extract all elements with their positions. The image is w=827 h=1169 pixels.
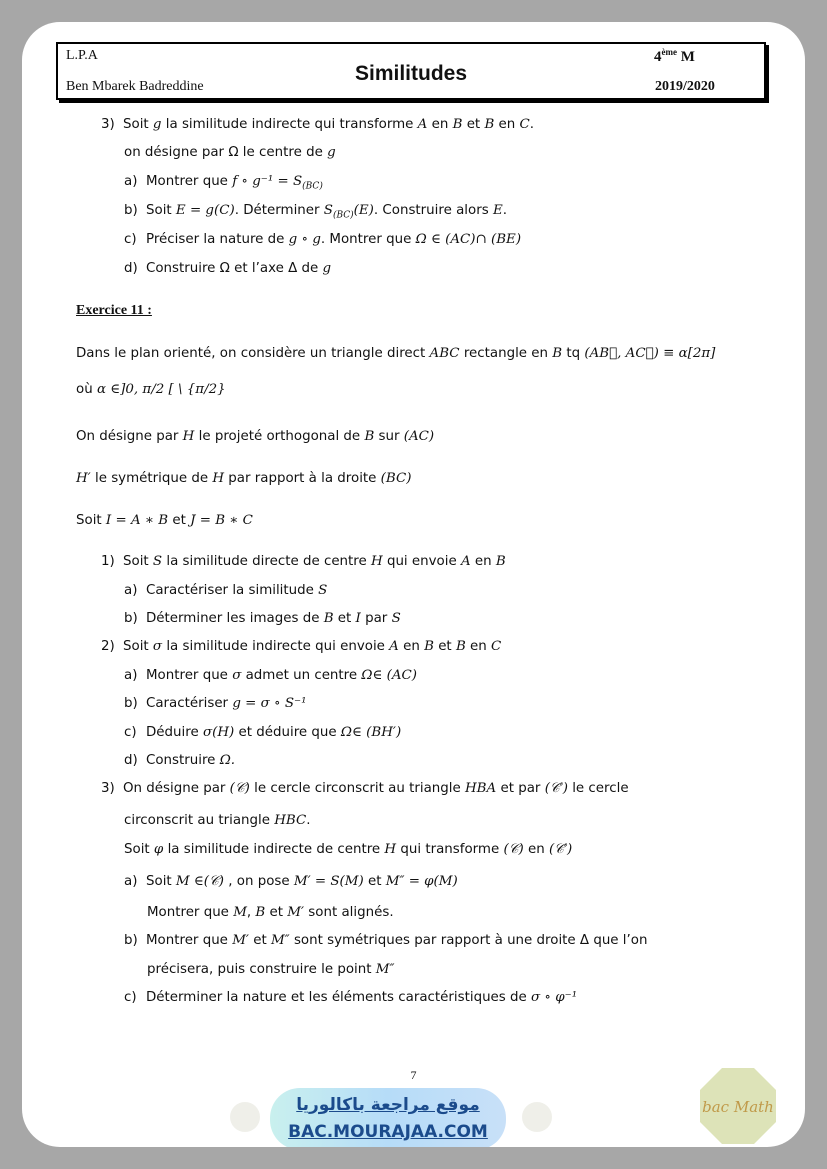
q1-item-b: b) Déterminer les images de B et I par S (124, 611, 401, 626)
banner-url-text: BAC.MOURAJAA.COM (288, 1122, 488, 1142)
q3-statement-line2: circonscrit au triangle HBC. (124, 813, 311, 828)
exercise-title: Exercice 11 : (76, 303, 152, 318)
q3-item-a: a) Soit M ∈(𝒞) , on pose M′ = S(M) et M″ = φ(M) (124, 874, 458, 889)
q2-item-b: b) Caractériser g = σ ∘ S⁻¹ (124, 696, 307, 711)
right-logo-icon (522, 1102, 552, 1132)
part3-line1: 3) Soit g la similitude indirecte qui transforme A en B et B en C. (101, 117, 535, 132)
school-year: 2019/2020 (655, 79, 715, 94)
q1-item-a: a) Caractériser la similitude S (124, 583, 328, 598)
part3-item-b: b) Soit E = g(C). Déterminer $S_{(BC)}(E)$. Construire alors E. (124, 203, 507, 221)
part3-item-d: d) Construire Ω et l’axe Δ de g (124, 261, 332, 276)
intro-line3: On désigne par H le projeté orthogonal de B sur (AC) (76, 429, 435, 444)
q3-statement-line3: Soit φ la similitude indirecte de centre H qui transforme (𝒞) en (𝒞′) (124, 842, 573, 857)
part3-line2: on désigne par Ω le centre de g (124, 145, 336, 160)
q3-item-a-line2: Montrer que M, B et M′ sont alignés. (147, 905, 394, 920)
intro-line1: Dans le plan orienté, on considère un triangle direct ABC rectangle en B tq (AB⃗, AC⃗) ≡ α[2π] (76, 346, 716, 361)
q3-item-c: c) Déterminer la nature et les éléments caractéristiques de σ ∘ φ⁻¹ (124, 990, 578, 1005)
q3-item-b: b) Montrer que M′ et M″ sont symétriques par rapport à une droite Δ que l’on (124, 933, 648, 948)
q1-statement: 1) Soit S la similitude directe de centre H qui envoie A en B (101, 554, 506, 569)
bac-math-badge-icon (698, 1066, 778, 1146)
intro-line5: Soit I = A ∗ B et J = B ∗ C (76, 513, 253, 528)
banner-arabic-text: موقع مراجعة باكالوريا (296, 1095, 480, 1115)
q3-item-b-line2: précisera, puis construire le point M″ (147, 962, 395, 977)
left-logo-icon (230, 1102, 260, 1132)
site-banner-link[interactable] (270, 1088, 506, 1147)
q2-item-a: a) Montrer que σ admet un centre Ω∈ (AC) (124, 668, 418, 683)
school-name: L.P.A (66, 48, 98, 63)
document-title: Similitudes (354, 62, 468, 85)
page-number: 7 (410, 1068, 417, 1082)
page (22, 22, 805, 1147)
q3-statement-line1: 3) On désigne par (𝒞) le cercle circonscrit au triangle HBA et par (𝒞′) le cercle (101, 781, 629, 796)
class-level: 4ème M (654, 47, 695, 65)
q2-statement: 2) Soit σ la similitude indirecte qui envoie A en B et B en C (101, 639, 502, 654)
teacher-name: Ben Mbarek Badreddine (66, 79, 204, 94)
document-header (56, 42, 766, 100)
part3-item-c: c) Préciser la nature de g ∘ g. Montrer que Ω ∈ (AC)∩ (BE) (124, 232, 522, 247)
q2-item-d: d) Construire Ω. (124, 753, 236, 768)
part3-item-a: a) Montrer que f ∘ $g^{-1} = S_{(BC)}$ (124, 174, 323, 192)
q2-item-c: c) Déduire σ(H) et déduire que Ω∈ (BH′) (124, 725, 402, 740)
badge-text: bac Math (702, 1098, 774, 1116)
intro-line2: où α ∈]0, π/2 [ \ {π/2} (76, 382, 226, 397)
intro-line4: H′ le symétrique de H par rapport à la droite (BC) (76, 471, 412, 486)
